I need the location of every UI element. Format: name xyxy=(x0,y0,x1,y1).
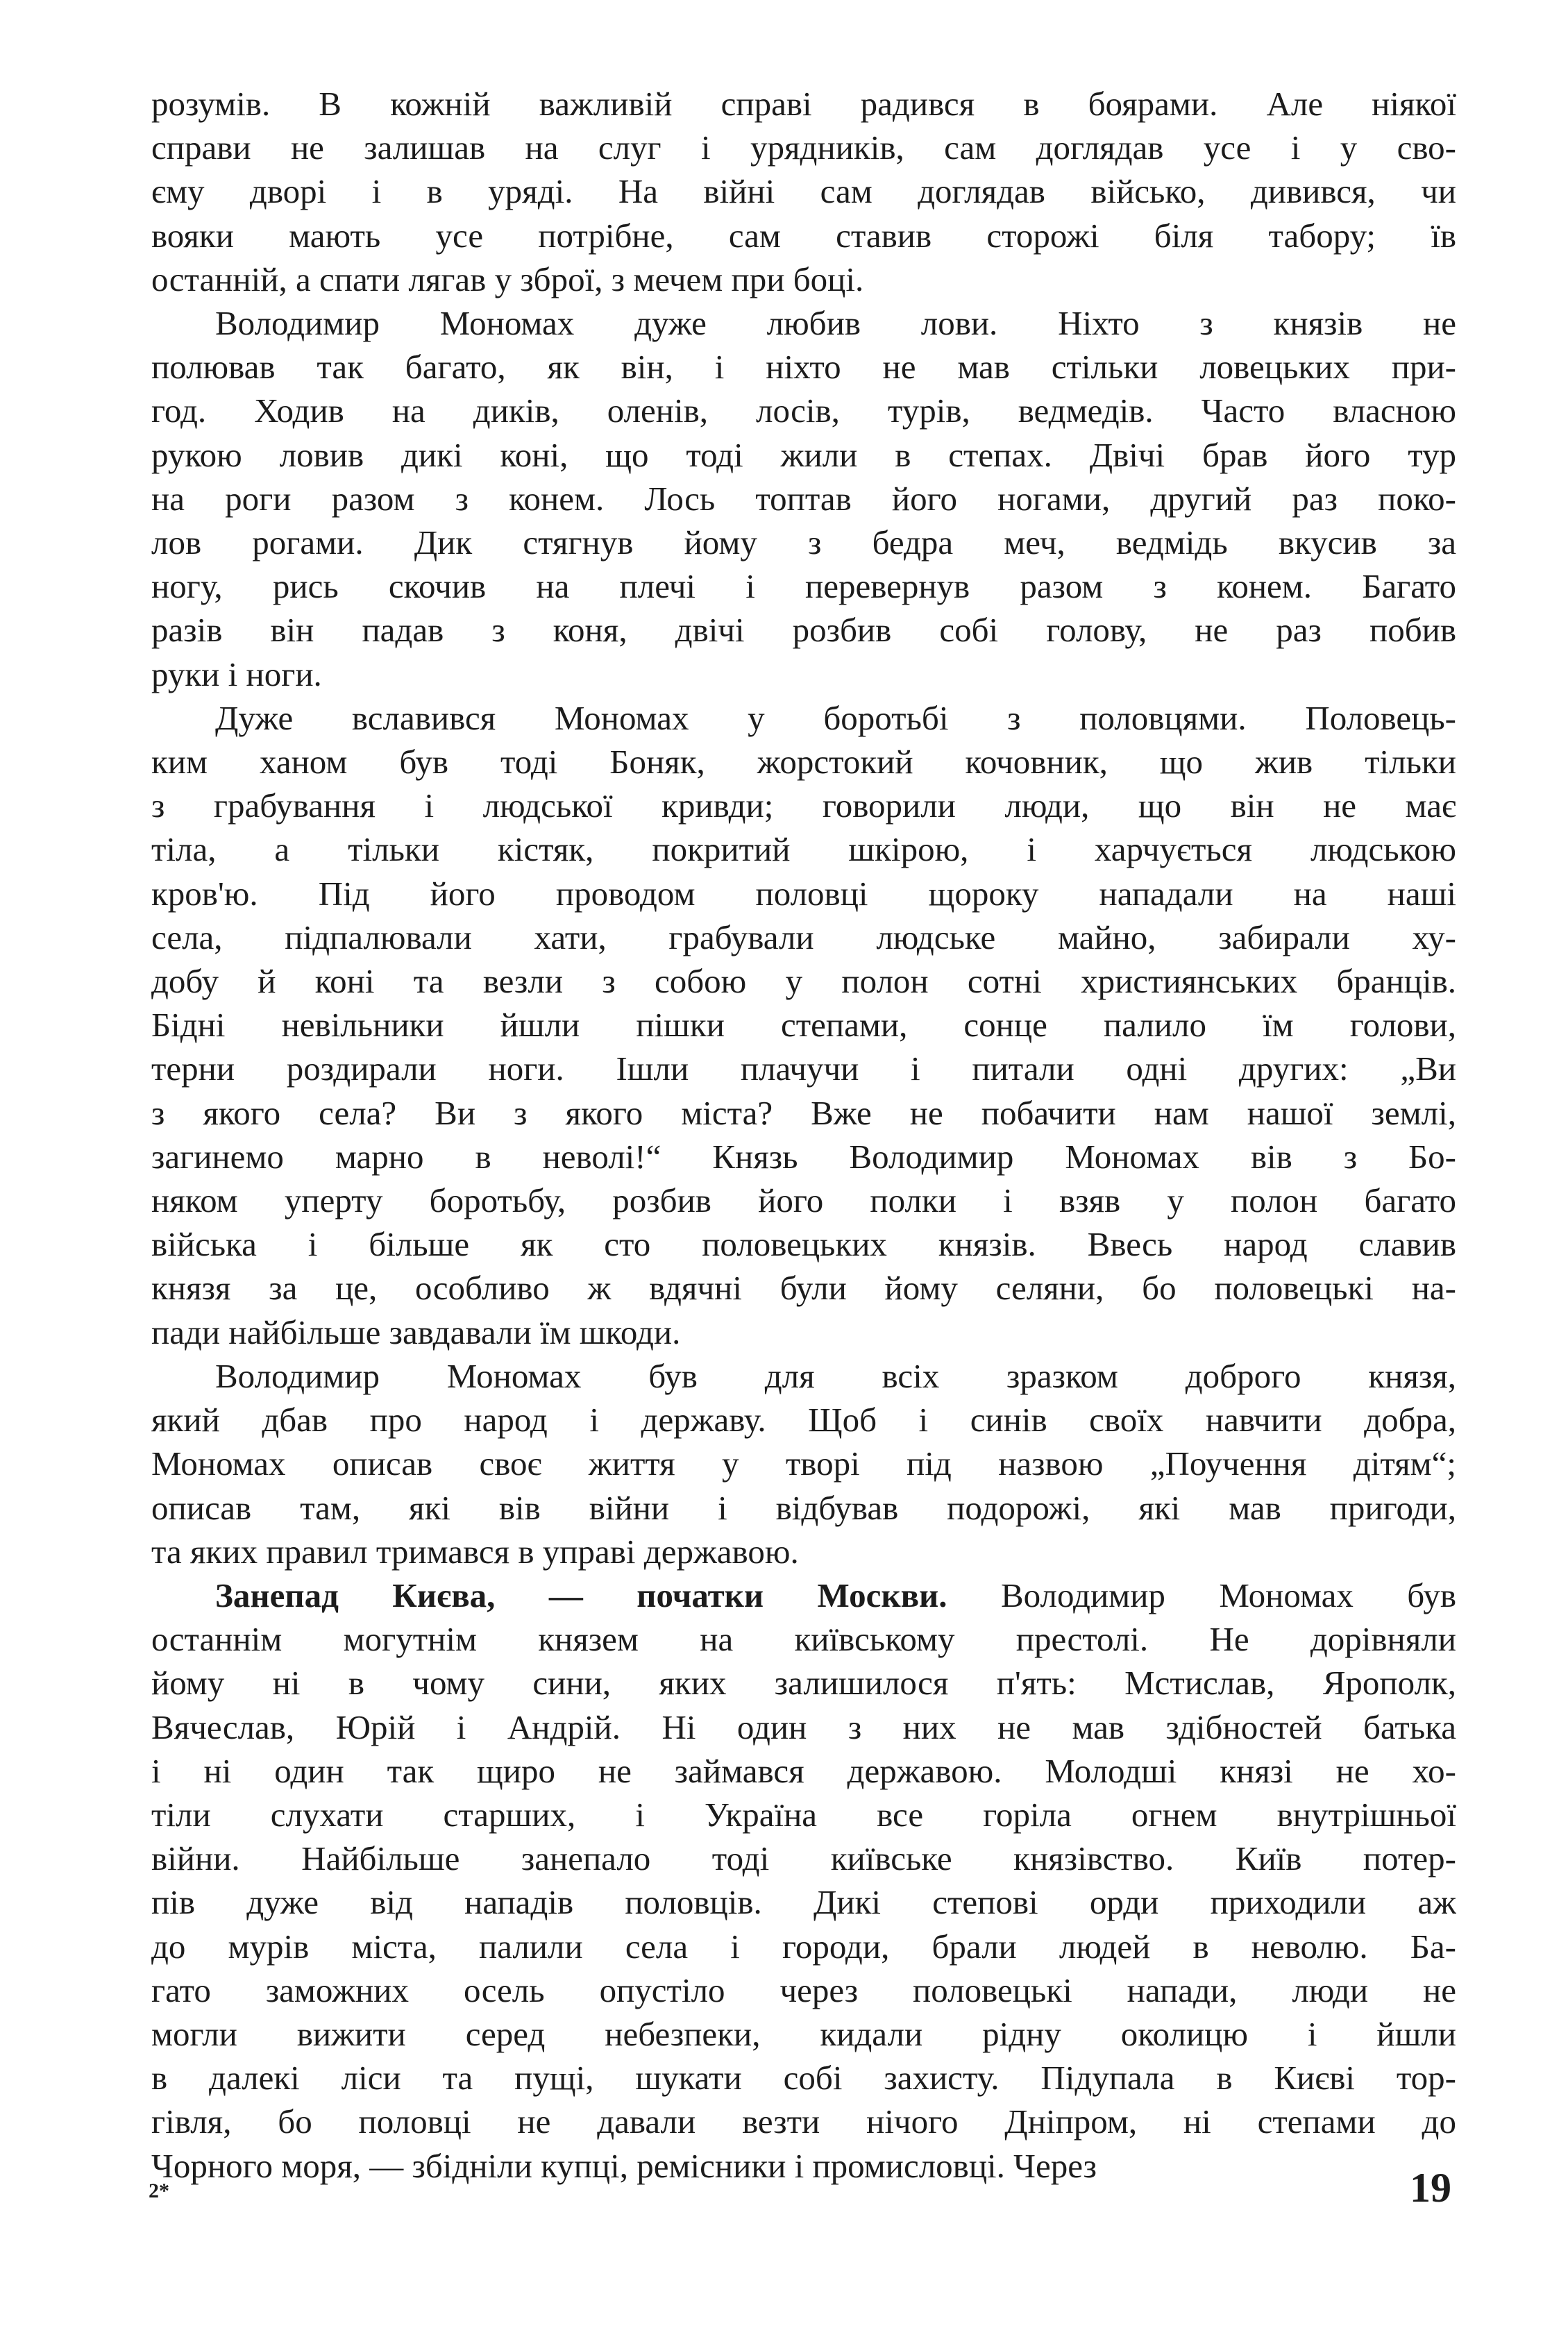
text-line: год. Ходив на диків, оленів, лосів, турів, ведмедів. Часто власною xyxy=(151,391,1456,430)
page-body xyxy=(151,82,1456,2188)
text-line: Дуже вславився Мономах у боротьбі з половцями. Половець- xyxy=(215,698,1456,737)
text-line: Вячеслав, Юрій і Андрій. Ні один з них не мав здібностей батька xyxy=(151,1707,1456,1746)
text-line: разів він падав з коня, двічі розбив собі голову, не раз побив xyxy=(151,611,1456,650)
text-line: який дбав про народ і державу. Щоб і синів своїх навчити добра, xyxy=(151,1401,1456,1440)
paragraph xyxy=(151,82,1456,301)
text-line: добу й коні та везли з собою у полон сотні християнських бранців. xyxy=(151,962,1456,1001)
text-line: пів дуже від нападів половців. Дикі степові орди приходили аж xyxy=(151,1883,1456,1922)
text-line: та яких правил тримався в управі державою. xyxy=(151,1532,799,1571)
text-line: полював так багато, як він, і ніхто не мав стільки ловецьких при- xyxy=(151,348,1456,387)
text-line xyxy=(151,1573,1456,1617)
text-line: з якого села? Ви з якого міста? Вже не побачити нам нашої землі, xyxy=(151,1093,1456,1132)
text-line: гато заможних осель опустіло через половецькі напади, люди не xyxy=(151,1971,1456,2009)
page-number: 19 xyxy=(1410,2165,1451,2211)
text-line: пади найбільше завдавали їм шкоди. xyxy=(151,1313,681,1351)
text-line: і ні один так щиро не займався державою. Молодші князі не хо- xyxy=(151,1751,1456,1790)
text-line: гівля, бо половці не давали везти нічого Дніпром, ні степами до xyxy=(151,2102,1456,2141)
text-line: рукою ловив дикі коні, що тоді жили в степах. Двічі брав його тур xyxy=(151,435,1456,474)
text-line: могли вижити серед небезпеки, кидали рідну околицю і йшли xyxy=(151,2014,1456,2053)
text-line: князя за це, особливо ж вдячні були йому селяни, бо половецькі на- xyxy=(151,1269,1456,1308)
text-line: війська і більше як сто половецьких князів. Ввесь народ славив xyxy=(151,1225,1456,1264)
text-line: останній, а спати лягав у зброї, з мечем при боці. xyxy=(151,260,864,298)
text-line: вояки мають усе потрібне, сам ставив сторожі біля табору; їв xyxy=(151,216,1456,255)
text-line: Мономах описав своє життя у творі під назвою „Поучення дітям“; xyxy=(151,1444,1456,1483)
text-line: йому ні в чому сини, яких залишилося п'ять: Мстислав, Ярополк, xyxy=(151,1664,1456,1703)
text-line: ким ханом був тоді Боняк, жорстокий кочовник, що жив тільки xyxy=(151,743,1456,782)
paragraph xyxy=(151,1354,1456,1573)
text-line: Володимир Мономах був для всіх зразком доброго князя, xyxy=(215,1356,1456,1395)
text-line-rest: Володимир Мономах був xyxy=(947,1576,1456,1614)
paragraph xyxy=(151,1573,1456,2188)
text-line: ногу, рись скочив на плечі і перевернув разом з конем. Багато xyxy=(151,567,1456,606)
text-line: справи не залишав на слуг і урядників, сам доглядав усе і у сво- xyxy=(151,128,1456,167)
text-line: єму дворі і в уряді. На війні сам доглядав військо, дивився, чи xyxy=(151,172,1456,211)
text-line: терни роздирали ноги. Ішли плачучи і питали одні других: „Ви xyxy=(151,1049,1456,1088)
section-heading: Занепад Києва, — початки Москви. xyxy=(215,1576,947,1614)
text-line: описав там, які вів війни і відбував подорожі, які мав пригоди, xyxy=(151,1488,1456,1527)
text-line: тіла, а тільки кістяк, покритий шкірою, і харчується людською xyxy=(151,830,1456,869)
text-line: села, підпалювали хати, грабували людське майно, забирали ху- xyxy=(151,918,1456,956)
text-line: розумів. В кожній важливій справі радився в боярами. Але ніякої xyxy=(151,85,1456,123)
text-line: няком уперту боротьбу, розбив його полки і взяв у полон багато xyxy=(151,1181,1456,1220)
text-line: Бідні невільники йшли пішки степами, сонце палило їм голови, xyxy=(151,1006,1456,1045)
text-line: до мурів міста, палили села і городи, брали людей в неволю. Ба- xyxy=(151,1927,1456,1966)
signature-mark: 2* xyxy=(149,2179,169,2202)
text-line: кров'ю. Під його проводом половці щороку нападали на наші xyxy=(151,874,1456,913)
paragraph xyxy=(151,696,1456,1354)
text-line: війни. Найбільше занепало тоді київське князівство. Київ потер- xyxy=(151,1839,1456,1878)
text-line: тіли слухати старших, і Україна все горіла огнем внутрішньої xyxy=(151,1795,1456,1834)
text-line: в далекі ліси та пущі, шукати собі захисту. Підупала в Києві тор- xyxy=(151,2059,1456,2098)
text-line: з грабування і людської кривди; говорили люди, що він не має xyxy=(151,786,1456,825)
text-line: руки і ноги. xyxy=(151,655,322,693)
text-line: на роги разом з конем. Лось топтав його ногами, другий раз поко- xyxy=(151,479,1456,518)
text-line: Володимир Мономах дуже любив лови. Ніхто з князів не xyxy=(215,304,1456,343)
paragraph xyxy=(151,301,1456,696)
text-line: останнім могутнім князем на київському престолі. Не дорівняли xyxy=(151,1620,1456,1659)
text-line: лов рогами. Дик стягнув йому з бедра меч, ведмідь вкусив за xyxy=(151,523,1456,562)
text-line: загинемо марно в неволі!“ Князь Володимир Мономах вів з Бо- xyxy=(151,1137,1456,1176)
text-line: Чорного моря, — збідніли купці, ремісники і промисловці. Через xyxy=(151,2146,1097,2185)
